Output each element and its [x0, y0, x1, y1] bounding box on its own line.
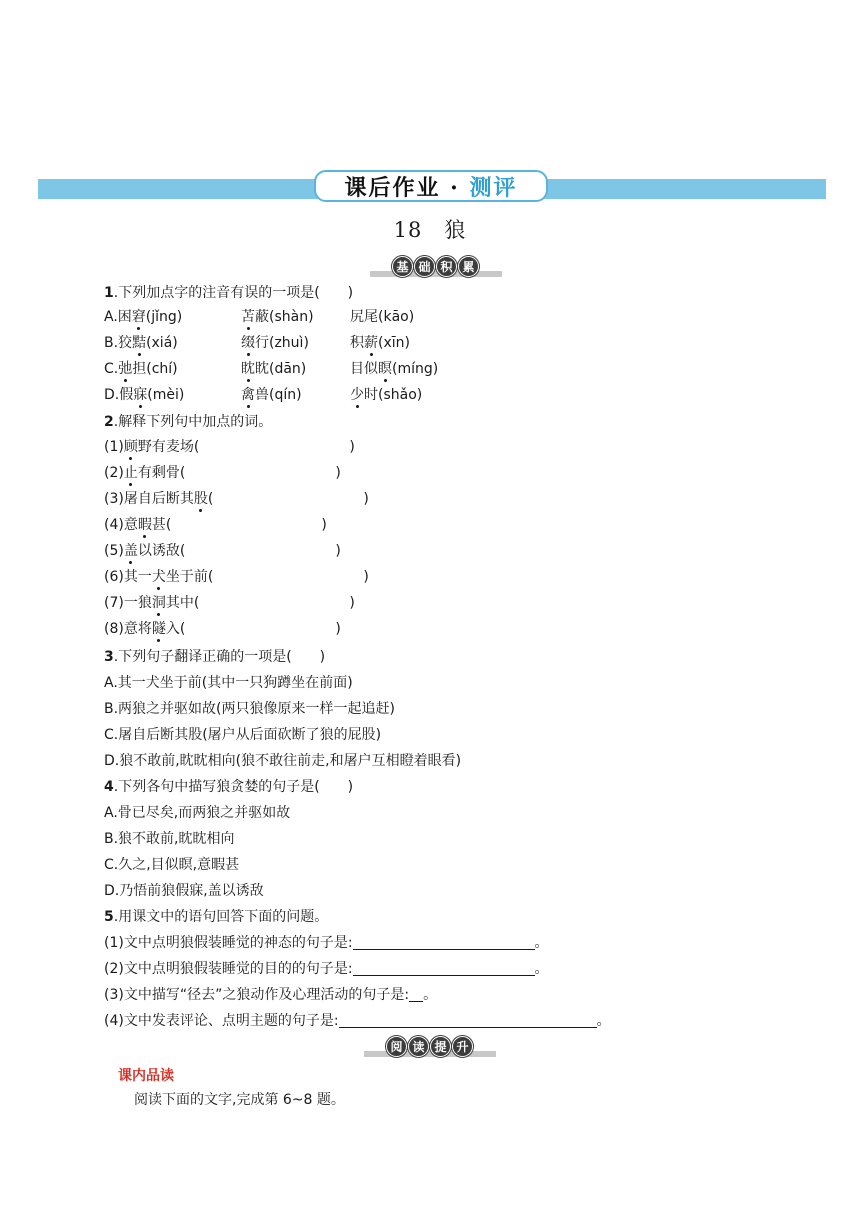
text: B.狡: [104, 335, 133, 351]
question-5-stem: [104, 908, 328, 926]
text: 时(shǎo): [364, 387, 423, 403]
dotted-char: 苫: [241, 309, 255, 325]
text: (3)屠自后断其: [104, 491, 194, 507]
dotted-char: 止: [123, 465, 138, 481]
q3-option-c: C.屠自后断其股(屠户从后面砍断了狼的屁股): [104, 727, 382, 743]
text: 眈(dān): [255, 361, 307, 377]
question-1-stem: [104, 284, 353, 302]
dotted-char: 盖: [123, 543, 138, 559]
q2-item-8: [104, 620, 341, 638]
header-banner: [314, 170, 548, 202]
text: ): [335, 543, 341, 559]
text: (7)一狼: [104, 595, 152, 611]
text: 兽(qín): [255, 387, 302, 403]
text: ): [349, 595, 355, 611]
section-char: 积: [436, 256, 457, 277]
text: 。: [596, 1013, 611, 1029]
text: 积: [350, 335, 364, 351]
text: 蔽(shàn): [255, 309, 314, 325]
text: ): [335, 621, 341, 637]
q2-item-3: [104, 490, 369, 508]
answer-blank[interactable]: [339, 1012, 597, 1028]
dotted-char: 顾: [123, 439, 138, 455]
dotted-char: 隧: [151, 621, 166, 637]
text: ): [349, 439, 355, 455]
text: (mèi): [147, 387, 185, 403]
q5-item-4: [104, 1012, 611, 1030]
q1-option-d-col3: [350, 386, 422, 404]
text: 目似: [350, 361, 378, 377]
dotted-char: 眈: [241, 361, 255, 377]
dotted-char: 薪: [364, 335, 378, 351]
q5-item-3: [104, 986, 437, 1004]
banner-title: [344, 171, 517, 202]
q1-option-a-col3: [350, 308, 414, 326]
text: 甚(: [151, 517, 172, 533]
text: (2)文中点明狼假装睡觉的目的的句子是:: [104, 961, 353, 977]
q3-option-a: A.其一犬坐于前(其中一只狗蹲坐在前面): [104, 675, 353, 691]
section-char: 基: [392, 256, 413, 277]
text: D.假: [104, 387, 134, 403]
answer-blank[interactable]: [353, 934, 535, 950]
dotted-char: 犬: [151, 569, 166, 585]
banner-title-dot: ·: [450, 174, 460, 201]
text: (6)其一: [104, 569, 152, 585]
q5-item-1: [104, 934, 549, 952]
answer-blank[interactable]: [409, 986, 423, 1002]
text: A.困: [104, 309, 132, 325]
q1-option-a-col1: [104, 308, 182, 326]
q1-option-b-col3: [350, 334, 410, 352]
text: (1)文中点明狼假装睡觉的神态的句子是:: [104, 935, 353, 951]
q2-item-2: [104, 464, 341, 482]
text: (4)文中发表评论、点明主题的句子是:: [104, 1013, 339, 1029]
q4-option-d: D.乃悟前狼假寐,盖以诱敌: [104, 883, 264, 899]
section-char: 累: [458, 256, 479, 277]
q1-option-c-col2: [241, 360, 306, 378]
section-basic-header: [370, 256, 502, 278]
text: ): [321, 517, 327, 533]
q2-item-6: [104, 568, 369, 586]
section-char: 升: [452, 1036, 473, 1057]
text: 有剩骨(: [137, 465, 186, 481]
question-number: 1: [104, 285, 114, 301]
text: (xiá): [146, 335, 178, 351]
text: 入(: [165, 621, 186, 637]
lesson-title: [0, 214, 860, 244]
question-text: .解释下列句中加点的词。: [113, 414, 273, 430]
text: ): [363, 491, 369, 507]
question-text: .下列各句中描写狼贪婪的句子是( ): [113, 779, 354, 795]
q1-option-b-col1: [104, 334, 178, 352]
dotted-char: 寐: [133, 387, 148, 403]
text: (3)文中描写“径去”之狼动作及心理活动的句子是:: [104, 987, 410, 1003]
text: 坐于前(: [165, 569, 214, 585]
dotted-char: 窘: [131, 309, 146, 325]
answer-blank[interactable]: [353, 960, 535, 976]
text: 。: [423, 987, 438, 1003]
dotted-char: 弛: [118, 361, 133, 377]
text: (4)意: [104, 517, 138, 533]
section-char: 读: [408, 1036, 429, 1057]
dotted-char: 瞑: [378, 361, 392, 377]
question-number: 5: [104, 909, 114, 925]
text: 以诱敌(: [137, 543, 186, 559]
text: 。: [534, 935, 549, 951]
dotted-char: 黠: [132, 335, 147, 351]
section-char: 提: [430, 1036, 451, 1057]
q3-option-b: B.两狼之并驱如故(两只狼像原来一样一起追赶): [104, 701, 395, 717]
dotted-char: 股: [193, 491, 208, 507]
question-text: .下列加点字的注音有误的一项是( ): [113, 285, 354, 301]
lesson-name: 狼: [444, 218, 467, 242]
question-text: .用课文中的语句回答下面的问题。: [113, 909, 329, 925]
q1-option-d-col2: [241, 386, 302, 404]
q3-option-d: D.狼不敢前,眈眈相向(狼不敢往前走,和屠户互相瞪着眼看): [104, 753, 462, 769]
q4-option-a: A.骨已尽矣,而两狼之并驱如故: [104, 805, 291, 821]
q1-option-b-col2: [241, 334, 309, 352]
banner-title-main: 课后作业: [344, 174, 441, 201]
text: (jǐng): [145, 309, 183, 325]
question-3-stem: [104, 648, 325, 666]
q2-item-7: [104, 594, 355, 612]
reading-instruction: 阅读下面的文字,完成第 6~8 题。: [134, 1092, 345, 1108]
text: 行(zhuì): [255, 335, 309, 351]
q5-item-2: [104, 960, 549, 978]
dotted-char: 少: [350, 387, 364, 403]
section-reading-header: [364, 1036, 496, 1058]
dotted-char: 禽: [241, 387, 255, 403]
q1-option-c-col1: [104, 360, 178, 378]
lesson-number: 18: [393, 218, 423, 242]
q2-item-5: [104, 542, 341, 560]
q2-item-1: [104, 438, 355, 456]
text: 担(chí): [132, 361, 178, 377]
text: ): [335, 465, 341, 481]
q1-option-c-col3: [350, 360, 438, 378]
reading-subheading: 课内品读: [118, 1068, 174, 1084]
text: 尻: [350, 309, 364, 325]
q4-option-b: B.狼不敢前,眈眈相向: [104, 831, 235, 847]
text: C.: [104, 361, 119, 377]
banner-title-accent: 测评: [469, 174, 518, 201]
text: 尾(kāo): [364, 309, 415, 325]
q1-option-d-col1: [104, 386, 184, 404]
text: (8)意将: [104, 621, 152, 637]
dotted-char: 洞: [151, 595, 166, 611]
question-number: 3: [104, 649, 114, 665]
question-number: 4: [104, 779, 114, 795]
text: (2): [104, 465, 124, 481]
question-4-stem: [104, 778, 353, 796]
dotted-char: 暇: [137, 517, 152, 533]
text: ): [363, 569, 369, 585]
section-char: 础: [414, 256, 435, 277]
q2-item-4: [104, 516, 327, 534]
question-text: .下列句子翻译正确的一项是( ): [113, 649, 326, 665]
q4-option-c: C.久之,目似瞑,意暇甚: [104, 857, 240, 873]
text: 。: [534, 961, 549, 977]
text: (xīn): [378, 335, 410, 351]
text: 其中(: [165, 595, 200, 611]
text: (míng): [392, 361, 439, 377]
question-number: 2: [104, 414, 114, 430]
q1-option-a-col2: [241, 308, 314, 326]
text: 野有麦场(: [137, 439, 200, 455]
text: (1): [104, 439, 124, 455]
section-char: 阅: [386, 1036, 407, 1057]
question-2-stem: [104, 413, 272, 431]
text: (5): [104, 543, 124, 559]
text: (: [207, 491, 214, 507]
dotted-char: 缀: [241, 335, 255, 351]
